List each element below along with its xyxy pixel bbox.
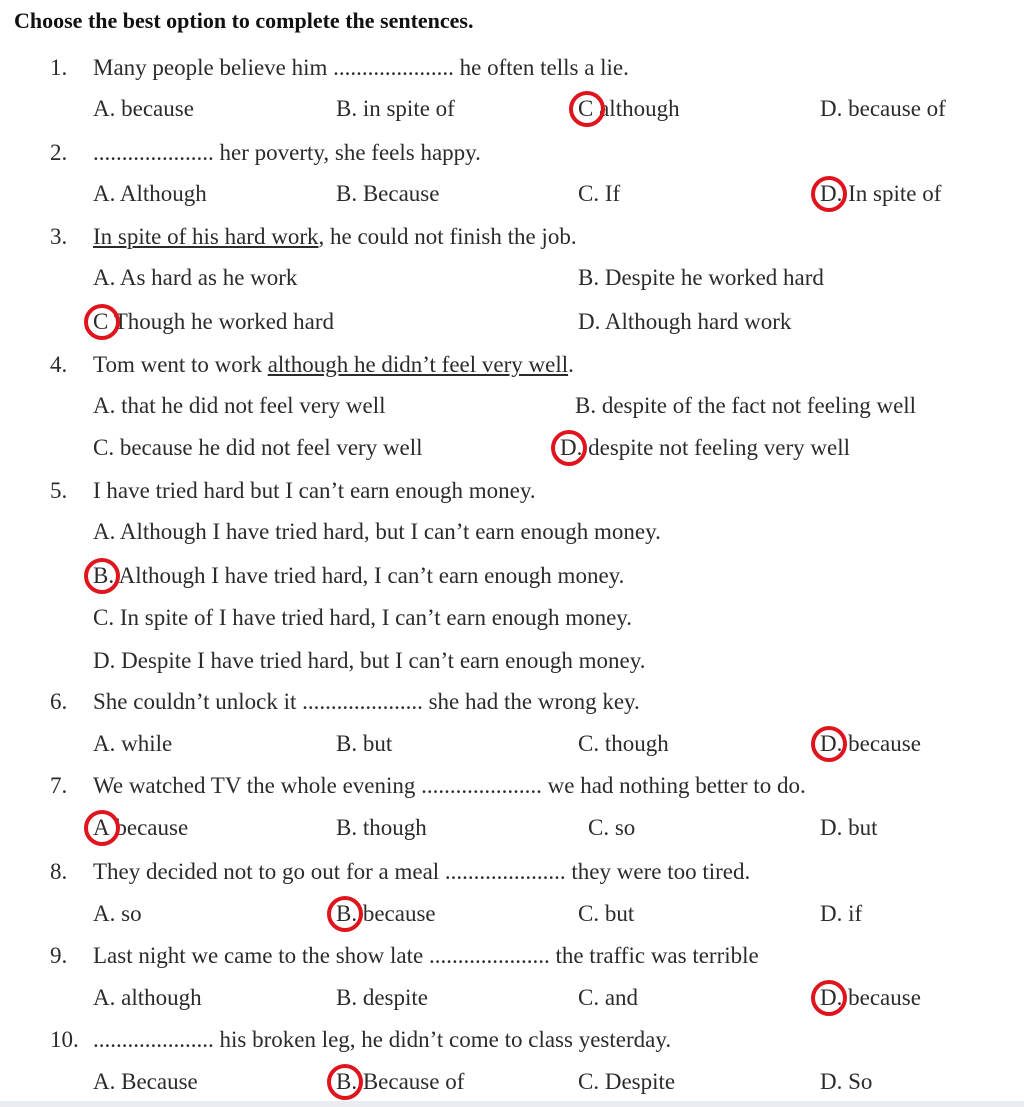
option-a[interactable]: A. so (93, 901, 142, 926)
question-stem: ..................... her poverty, she feels happy. (93, 140, 481, 165)
question-stem: She couldn’t unlock it ..................... she had the wrong key. (93, 689, 640, 714)
option-b[interactable]: B. Although I have tried hard, I can’t earn enough money. (93, 563, 624, 589)
question-stem: I have tried hard but I can’t earn enough money. (93, 478, 536, 503)
answer-circle (84, 558, 120, 594)
option-d[interactable]: D. because of (820, 96, 946, 121)
option-b[interactable]: B. Because of (336, 1069, 464, 1095)
answer-circle (569, 91, 605, 127)
question-stem: We watched TV the whole evening ..................... we had nothing better to do. (93, 773, 806, 798)
option-d[interactable]: D. if (820, 901, 863, 926)
option-b[interactable]: B. despite of the fact not feeling well (575, 393, 917, 418)
question-number: 8. (50, 859, 68, 884)
answer-circle (84, 810, 120, 846)
option-c[interactable]: C. Despite (578, 1069, 676, 1094)
answer-circle (327, 1064, 363, 1100)
answer-circle (327, 896, 363, 932)
option-a[interactable]: A. although (93, 985, 202, 1010)
option-d[interactable]: D. So (820, 1069, 873, 1094)
question-number: 1. (50, 55, 68, 80)
option-a[interactable]: A. Although (93, 181, 207, 206)
question-stem: They decided not to go out for a meal ..................... they were too tired. (93, 859, 751, 884)
option-d[interactable]: D. but (820, 815, 878, 840)
option-a[interactable]: A because (93, 815, 188, 841)
question-stem: Last night we came to the show late ..................... the traffic was terrible (93, 943, 759, 968)
option-c[interactable]: C. and (578, 985, 639, 1010)
question-stem: In spite of his hard work, he could not finish the job. (93, 224, 577, 249)
answer-circle (811, 980, 847, 1016)
bottom-edge (0, 1101, 1024, 1107)
question-number: 10. (50, 1027, 79, 1052)
option-a[interactable]: A. As hard as he work (93, 265, 298, 290)
question-stem: Many people believe him ..................... he often tells a lie. (93, 55, 629, 80)
instruction-heading: Choose the best option to complete the sentences. (14, 8, 474, 33)
option-b[interactable]: B. though (336, 815, 427, 840)
option-a[interactable]: A. because (93, 96, 194, 121)
option-c[interactable]: C although (578, 96, 680, 122)
answer-circle (811, 176, 847, 212)
question-number: 7. (50, 773, 68, 798)
question-number: 5. (50, 478, 68, 503)
option-b[interactable]: B. despite (336, 985, 428, 1010)
option-d[interactable]: D. Despite I have tried hard, but I can’t earn enough money. (93, 648, 646, 673)
question-number: 2. (50, 140, 68, 165)
answer-circle (84, 304, 120, 340)
option-a[interactable]: A. while (93, 731, 173, 756)
option-a[interactable]: A. that he did not feel very well (93, 393, 386, 418)
question-number: 6. (50, 689, 68, 714)
option-b[interactable]: B. but (336, 731, 393, 756)
answer-circle (811, 726, 847, 762)
option-c[interactable]: C. but (578, 901, 635, 926)
option-d[interactable]: D. In spite of (820, 181, 941, 207)
option-d[interactable]: D. despite not feeling very well (560, 435, 850, 461)
option-b[interactable]: B. Despite he worked hard (578, 265, 824, 290)
option-d[interactable]: D. Although hard work (578, 309, 792, 334)
option-c[interactable]: C. so (588, 815, 636, 840)
answer-circle (551, 430, 587, 466)
option-c[interactable]: C. though (578, 731, 669, 756)
option-b[interactable]: B. because (336, 901, 436, 927)
question-number: 4. (50, 352, 68, 377)
option-c[interactable]: C. In spite of I have tried hard, I can’t earn enough money. (93, 605, 633, 630)
question-number: 3. (50, 224, 68, 249)
option-b[interactable]: B. in spite of (336, 96, 455, 121)
option-d[interactable]: D. because (820, 985, 921, 1011)
option-c[interactable]: C Though he worked hard (93, 309, 334, 335)
option-d[interactable]: D. because (820, 731, 921, 757)
option-c[interactable]: C. If (578, 181, 621, 206)
question-stem: Tom went to work although he didn’t feel very well. (93, 352, 574, 377)
option-b[interactable]: B. Because (336, 181, 440, 206)
question-number: 9. (50, 943, 68, 968)
question-stem: ..................... his broken leg, he didn’t come to class yesterday. (93, 1027, 672, 1052)
option-a[interactable]: A. Because (93, 1069, 198, 1094)
option-c[interactable]: C. because he did not feel very well (93, 435, 423, 460)
option-a[interactable]: A. Although I have tried hard, but I can’t earn enough money. (93, 519, 661, 544)
